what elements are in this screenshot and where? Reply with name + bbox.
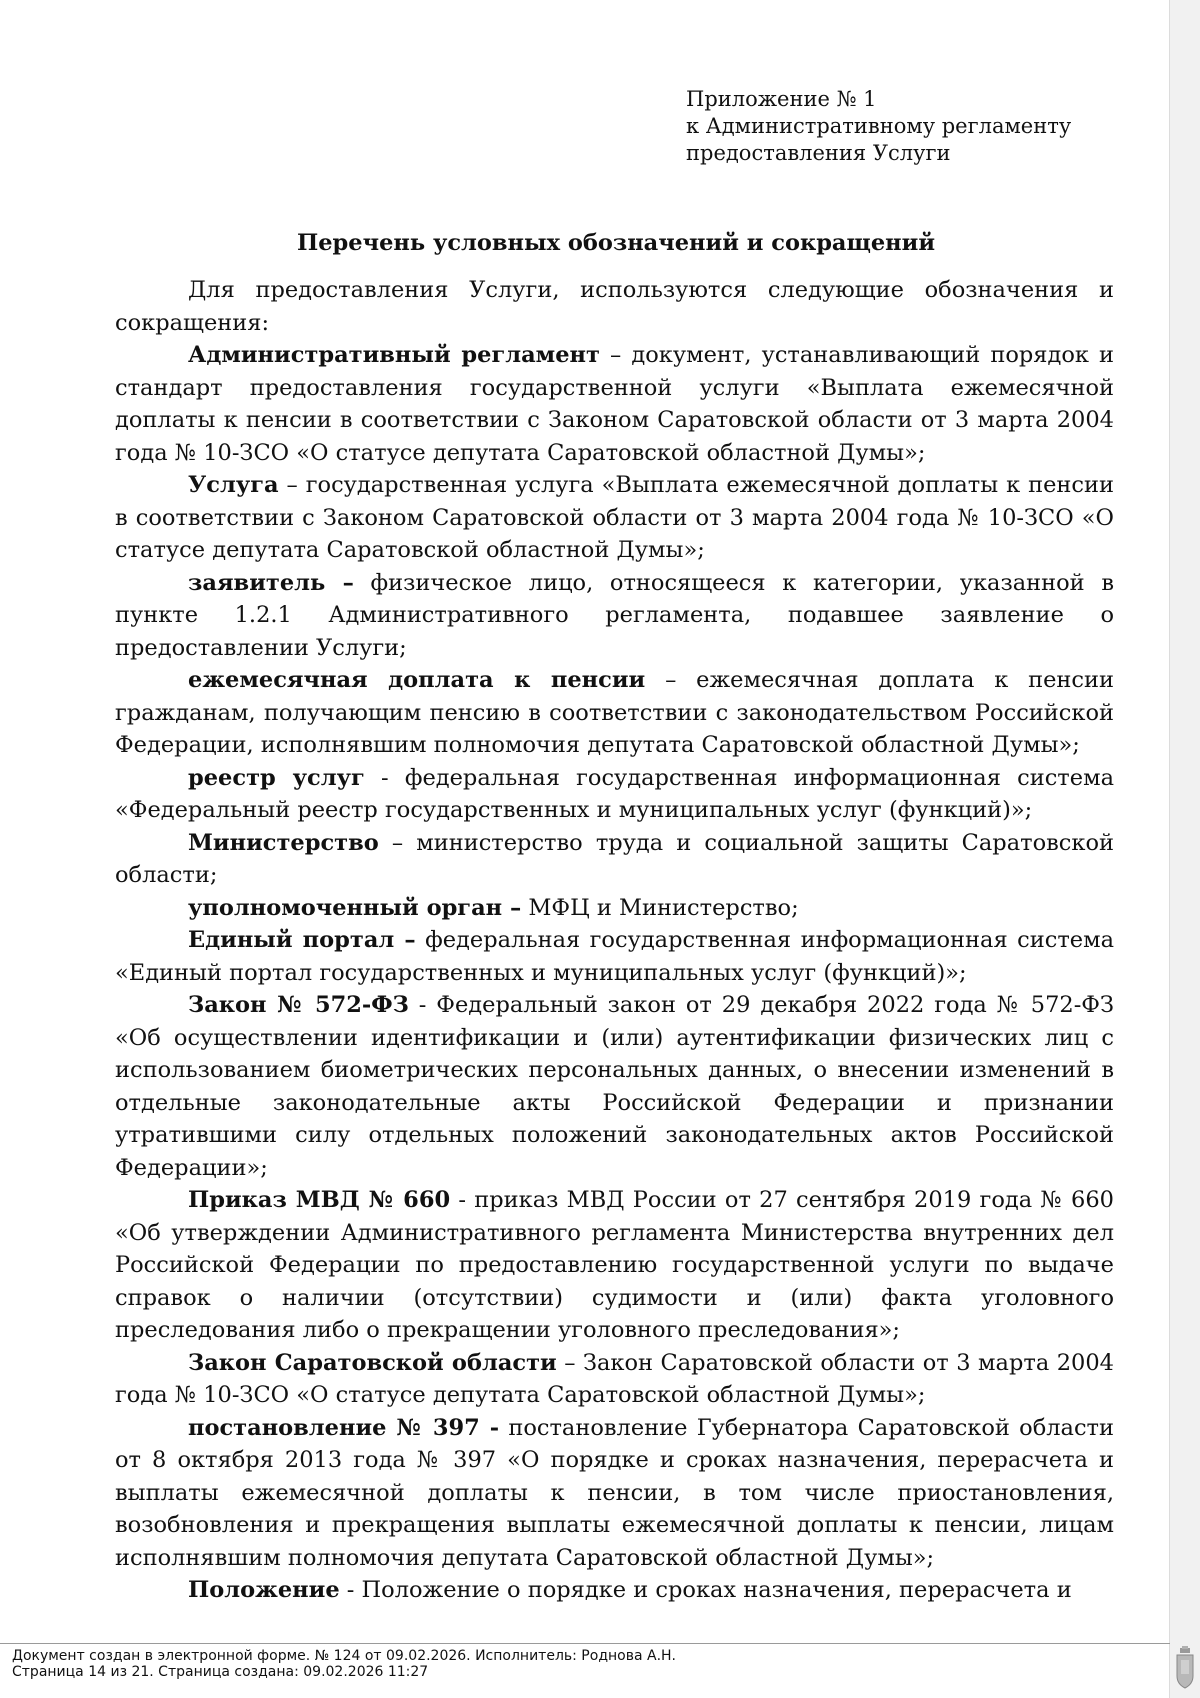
definition-paragraph	[115, 1184, 1114, 1347]
definition-paragraph	[115, 664, 1114, 762]
footer-document-info: Документ создан в электронной форме. № 124 от 09.02.2026. Исполнитель: Роднова А.Н.	[12, 1648, 677, 1664]
definition-text: федеральная государственная информационная система «Единый портал государственных и муниципальных услуг (функций)»;	[115, 927, 1114, 986]
definition-text: физическое лицо, относящееся к категории, указанной в пункте 1.2.1 Административного регламента, подавшее заявление о предоставлении Услуги;	[115, 569, 1115, 661]
coat-of-arms-icon	[1174, 1646, 1196, 1690]
definition-term: постановление № 397 -	[188, 1414, 500, 1441]
definition-paragraph	[115, 567, 1114, 665]
page-title: Перечень условных обозначений и сокращений	[296, 230, 936, 256]
intro-paragraph: Для предоставления Услуги, используются следующие обозначения и сокращения:	[115, 277, 1114, 336]
definition-paragraph	[115, 989, 1114, 1184]
definition-paragraph	[115, 924, 1114, 989]
definition-term: Приказ МВД № 660	[188, 1187, 451, 1213]
definition-paragraph	[115, 892, 1114, 925]
definition-text: постановление Губернатора Саратовской области от 8 октября 2013 года № 397 «О порядке и сроках назначения, перерасчета и выплаты ежемесячной доплаты к пенсии, в том числе приостановления, возобновления и прекращения выплаты ежемесячной доплаты к пенсии, лицам исполнявшим полномочия депутата Саратовской областной Думы»;	[115, 1414, 1114, 1571]
definition-text: - приказ МВД России от 27 сентября 2019 года № 660 «Об утверждении Административного регламента Министерства внутренних дел Российской Федерации по предоставлению государственной услуги по выдаче справок о наличии (отсутствии) судимости и (или) факта уголовного преследования либо о прекращении уголовного преследования»;	[115, 1187, 1114, 1343]
definition-term: Административный регламент	[188, 342, 600, 368]
definition-paragraph	[115, 827, 1114, 892]
definition-text: – Закон Саратовской области от 3 марта 2004 года № 10-ЗСО «О статусе депутата Саратовской областной Думы»;	[115, 1349, 1114, 1408]
definition-term: реестр услуг	[188, 764, 365, 791]
definition-text: – документ, устанавливающий порядок и стандарт предоставления государственной услуги «Выплата ежемесячной доплаты к пенсии в соответствии с Законом Саратовской области от 3 марта 2004 года № 10-ЗСО «О статусе депутата Саратовской областной Думы»;	[115, 342, 1115, 466]
definition-paragraph	[115, 762, 1114, 827]
document-footer	[12, 1648, 676, 1680]
definition-term: Положение	[188, 1577, 340, 1603]
definition-text: - Федеральный закон от 29 декабря 2022 года № 572-ФЗ «Об осуществлении идентификации и (или) аутентификации физических лиц с использованием биометрических персональных данных, о внесении изменений в отдельные законодательные акты Российской Федерации и признании утратившими силу отдельных положений законодательных актов Российской Федерации»;	[115, 992, 1115, 1181]
appendix-header	[686, 86, 1071, 167]
definition-term: Услуга	[188, 472, 279, 498]
definition-paragraph	[115, 1347, 1114, 1412]
definition-term: заявитель –	[188, 569, 354, 596]
definition-paragraph	[115, 469, 1114, 567]
definition-text: – министерство труда и социальной защиты Саратовской области;	[115, 829, 1114, 888]
definition-term: уполномоченный орган –	[188, 894, 522, 921]
appendix-reference: к Административному регламенту	[686, 114, 1072, 138]
definition-term: Единый портал –	[188, 927, 416, 953]
page-edge	[1169, 0, 1200, 1698]
definition-term: Министерство	[188, 829, 379, 856]
definition-text: - федеральная государственная информационная система «Федеральный реестр государственных и муниципальных услуг (функций)»;	[115, 764, 1114, 823]
definition-term: Закон № 572-ФЗ	[188, 992, 409, 1018]
definition-paragraph	[115, 339, 1114, 469]
definition-paragraph	[115, 1412, 1114, 1575]
document-body	[115, 274, 1114, 1607]
definition-text: - Положение о порядке и сроках назначения, перерасчета и	[339, 1577, 1072, 1603]
definition-text: МФЦ и Министерство;	[521, 894, 799, 921]
definition-term: Закон Саратовской области	[188, 1349, 557, 1376]
footer-page-info: Страница 14 из 21. Страница создана: 09.02.2026 11:27	[12, 1664, 429, 1680]
definition-text: – государственная услуга «Выплата ежемесячной доплаты к пенсии в соответствии с Законом Саратовской области от 3 марта 2004 года № 10-ЗСО «О статусе депутата Саратовской областной Думы»;	[115, 472, 1114, 563]
appendix-subject: предоставления Услуги	[686, 141, 951, 165]
appendix-number: Приложение № 1	[686, 87, 877, 111]
definition-paragraph	[115, 1574, 1114, 1607]
footer-divider	[0, 1643, 1170, 1644]
definition-term: ежемесячная доплата к пенсии	[188, 667, 646, 693]
definition-text: – ежемесячная доплата к пенсии гражданам, получающим пенсию в соответствии с законодательством Российской Федерации, исполнявшим полномочия депутата Саратовской областной Думы»;	[115, 667, 1114, 758]
